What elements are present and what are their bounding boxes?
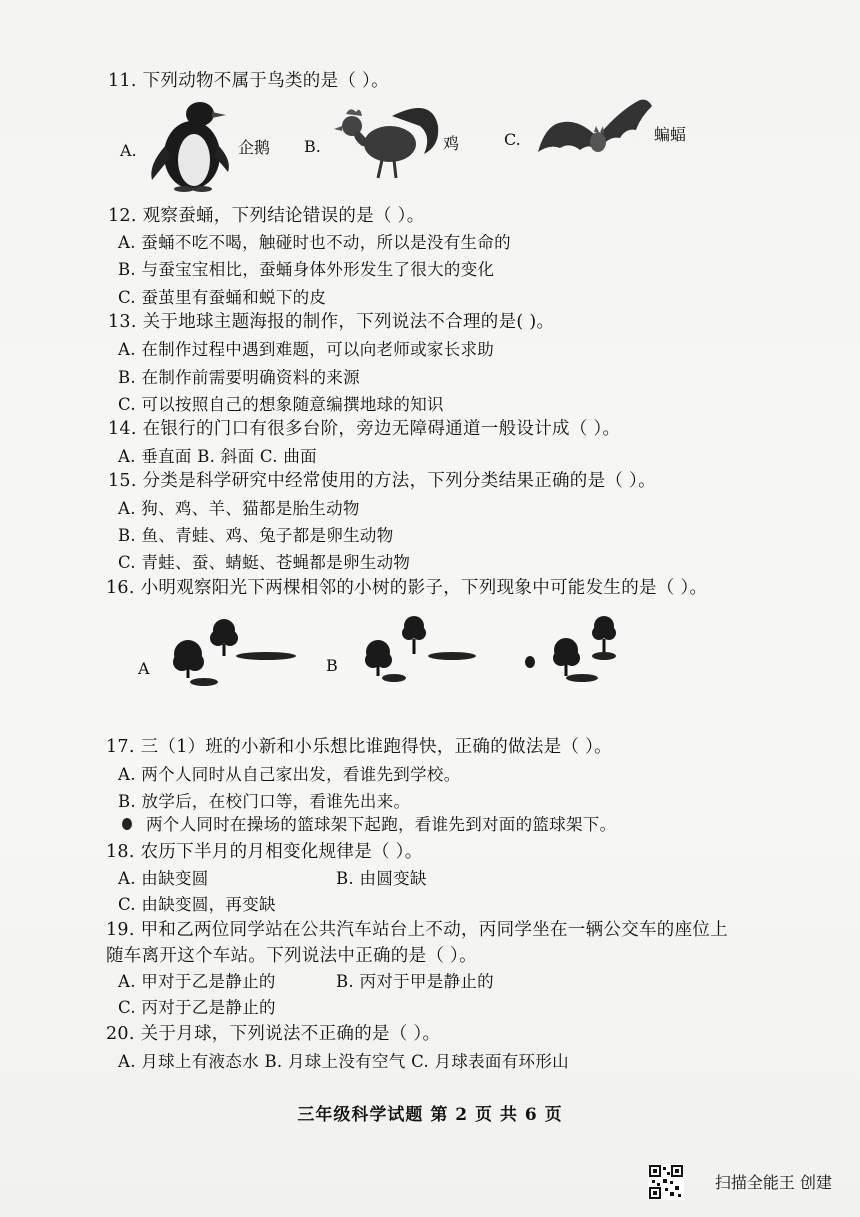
trees-shadow-option-c-icon (520, 612, 640, 690)
q14-options: A. 垂直面 B. 斜面 C. 曲面 (118, 447, 317, 466)
q18-stem: 18. 农历下半月的月相变化规律是（ ）。 (106, 842, 423, 862)
q19-option-c: C. 丙对于乙是静止的 (118, 998, 276, 1017)
penguin-icon (142, 100, 238, 192)
q14-stem: 14. 在银行的门口有很多台阶，旁边无障碍通道一般设计成（ ）。 (108, 419, 621, 439)
q11-option-a-label: A. (120, 141, 137, 160)
q19-option-b: B. 丙对于甲是静止的 (336, 972, 494, 991)
q18-option-c: C. 由缺变圆，再变缺 (118, 895, 276, 914)
q19-option-a: A. 甲对于乙是静止的 (118, 972, 276, 991)
q15-option-c: C. 青蛙、蚕、蜻蜓、苍蝇都是卵生动物 (118, 553, 411, 572)
q19-stem-line1: 19. 甲和乙两位同学站在公共汽车站台上不动，丙同学坐在一辆公交车的座位上 (106, 920, 728, 940)
q20-stem: 20. 关于月球，下列说法不正确的是（ ）。 (106, 1024, 441, 1044)
q18-option-b: B. 由圆变缺 (336, 869, 427, 888)
q11-option-c-label: C. (504, 130, 521, 149)
q19-stem-line2: 随车离开这个车站。下列说法中正确的是（ ）。 (106, 946, 477, 966)
q13-option-c: C. 可以按照自己的想象随意编撰地球的知识 (118, 395, 444, 414)
q15-option-b: B. 鱼、青蛙、鸡、兔子都是卵生动物 (118, 526, 394, 545)
trees-shadow-option-b-icon (360, 612, 490, 690)
scanner-watermark: 扫描全能王 创建 (714, 1173, 832, 1192)
bat-icon (536, 96, 654, 168)
q20-options: A. 月球上有液态水 B. 月球上没有空气 C. 月球表面有环形山 (118, 1052, 569, 1071)
q17-option-c: 两个人同时在操场的篮球架下起跑，看谁先到对面的篮球架下。 (146, 815, 617, 834)
q15-stem: 15. 分类是科学研究中经常使用的方法，下列分类结果正确的是（ ）。 (108, 471, 656, 491)
trees-shadow-option-a-icon (168, 616, 298, 694)
q18-option-a: A. 由缺变圆 (118, 869, 209, 888)
rooster-icon (332, 96, 444, 184)
q17-option-b: B. 放学后，在校门口等，看谁先出来。 (118, 792, 411, 811)
q12-option-c: C. 蚕茧里有蚕蛹和蜕下的皮 (118, 288, 327, 307)
q12-option-b: B. 与蚕宝宝相比，蚕蛹身体外形发生了很大的变化 (118, 260, 495, 279)
q17-stem: 17. 三（1）班的小新和小乐想比谁跑得快，正确的做法是（ ）。 (106, 737, 612, 757)
q13-stem: 13. 关于地球主题海报的制作，下列说法不合理的是( )。 (108, 312, 555, 332)
q11-option-b-label: B. (304, 137, 321, 156)
answer-mark-icon (120, 817, 134, 831)
q11-option-c-text: 蝙蝠 (654, 125, 687, 144)
q16-option-b-label: B (326, 656, 338, 675)
q11-option-a-text: 企鹅 (238, 138, 271, 157)
q13-option-b: B. 在制作前需要明确资料的来源 (118, 368, 360, 387)
q16-stem: 16. 小明观察阳光下两棵相邻的小树的影子，下列现象中可能发生的是（ ）。 (106, 578, 708, 598)
q11-stem: 11. 下列动物不属于鸟类的是（ ）。 (108, 71, 389, 91)
q12-option-a: A. 蚕蛹不吃不喝，触碰时也不动，所以是没有生命的 (118, 233, 511, 252)
q11-option-b-text: 鸡 (443, 134, 460, 153)
page-footer: 三年级科学试题 第 2 页 共 6 页 (297, 1105, 563, 1125)
q16-option-a-label: A (138, 659, 150, 678)
qr-code-icon (648, 1164, 684, 1200)
q17-option-a: A. 两个人同时从自己家出发，看谁先到学校。 (118, 765, 461, 784)
q12-stem: 12. 观察蚕蛹，下列结论错误的是（ ）。 (108, 206, 425, 226)
q15-option-a: A. 狗、鸡、羊、猫都是胎生动物 (118, 499, 360, 518)
q13-option-a: A. 在制作过程中遇到难题，可以向老师或家长求助 (118, 340, 495, 359)
